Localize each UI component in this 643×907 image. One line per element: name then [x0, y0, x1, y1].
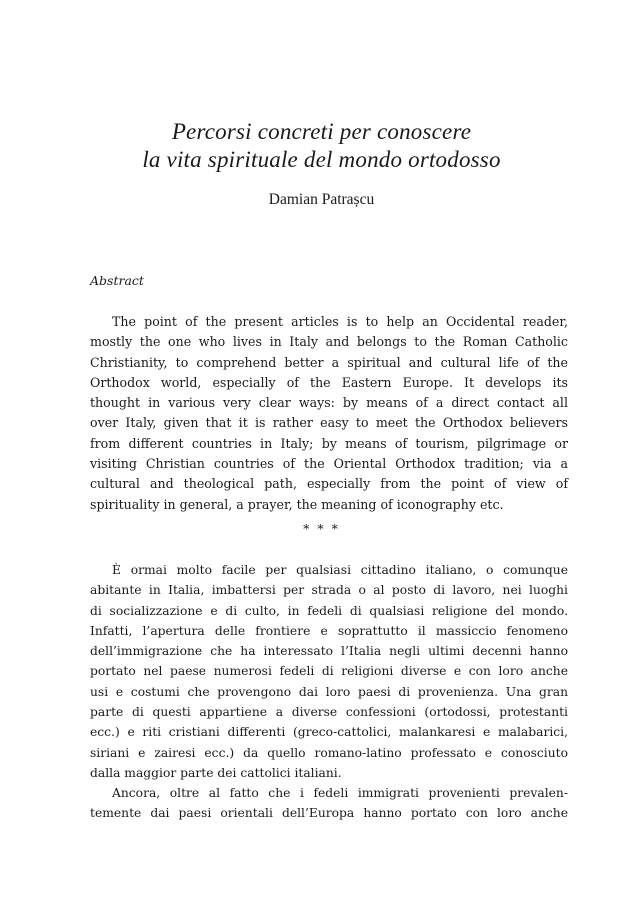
- abstract-line: visiting Christian countries of the Oriental Orthodox tradition; via a: [90, 456, 568, 472]
- body-line: parte di questi appartiene a diverse confessioni (ortodossi, protestanti: [90, 705, 568, 720]
- author-name: Damian Patrașcu: [268, 191, 375, 208]
- body-line: abitante in Italia, imbattersi per strada o al posto di lavoro, nei luoghi: [90, 583, 568, 598]
- body-line: siriani e zairesi ecc.) da quello romano-latino professato e conosciuto: [90, 745, 568, 760]
- body-line: ecc.) e riti cristiani differenti (greco-cattolici, malankaresi e malabarici,: [90, 725, 568, 740]
- article-title-line-1: Percorsi concreti per conoscere: [171, 119, 472, 144]
- body-paragraph-1: [90, 560, 568, 783]
- abstract-line: Orthodox world, especially of the Eastern Europe. It develops its: [90, 374, 568, 390]
- section-separator: * * *: [303, 521, 340, 536]
- article-title-line-2: la vita spirituale del mondo ortodosso: [142, 147, 501, 172]
- body-line: dell’immigrazione che ha interessato l’Italia negli ultimi decenni hanno: [90, 644, 568, 659]
- body-line: portato nel paese numerosi fedeli di religioni diverse e con loro anche: [90, 664, 568, 679]
- abstract-heading: Abstract: [90, 273, 144, 288]
- abstract-line: thought in various very clear ways: by means of a direct contact all: [90, 395, 568, 411]
- body-line: usi e costumi che provengono dai loro paesi di provenienza. Una gran: [90, 684, 568, 699]
- body-line: Infatti, l’apertura delle frontiere e soprattutto il massiccio fenomeno: [90, 623, 568, 638]
- body-paragraph-2: [90, 783, 568, 824]
- abstract-line: mostly the one who lives in Italy and belongs to the Roman Catholic: [90, 334, 568, 350]
- body-line: Ancora, oltre al fatto che i fedeli immigrati provenienti prevalen-: [112, 786, 568, 800]
- abstract-paragraph: [90, 312, 568, 515]
- body-line: dalla maggior parte dei cattolici italiani.: [90, 765, 342, 780]
- abstract-line: Christianity, to comprehend better a spiritual and cultural life of the: [90, 354, 568, 370]
- abstract-line: The point of the present articles is to help an Occidental reader,: [112, 314, 568, 329]
- body-line: È ormai molto facile per qualsiasi cittadino italiano, o comunque: [112, 563, 568, 577]
- abstract-line: from different countries in Italy; by means of tourism, pilgrimage or: [90, 435, 568, 451]
- abstract-line: cultural and theological path, especially from the point of view of: [90, 476, 568, 492]
- body-line: temente dai paesi orientali dell’Europa hanno portato con loro anche: [90, 806, 568, 821]
- abstract-line: spirituality in general, a prayer, the meaning of iconography etc.: [90, 496, 504, 512]
- abstract-line: over Italy, given that it is rather easy to meet the Orthodox believers: [90, 415, 568, 431]
- body-line: di socializzazione e di culto, in fedeli di qualsiasi religione del mondo.: [90, 603, 568, 618]
